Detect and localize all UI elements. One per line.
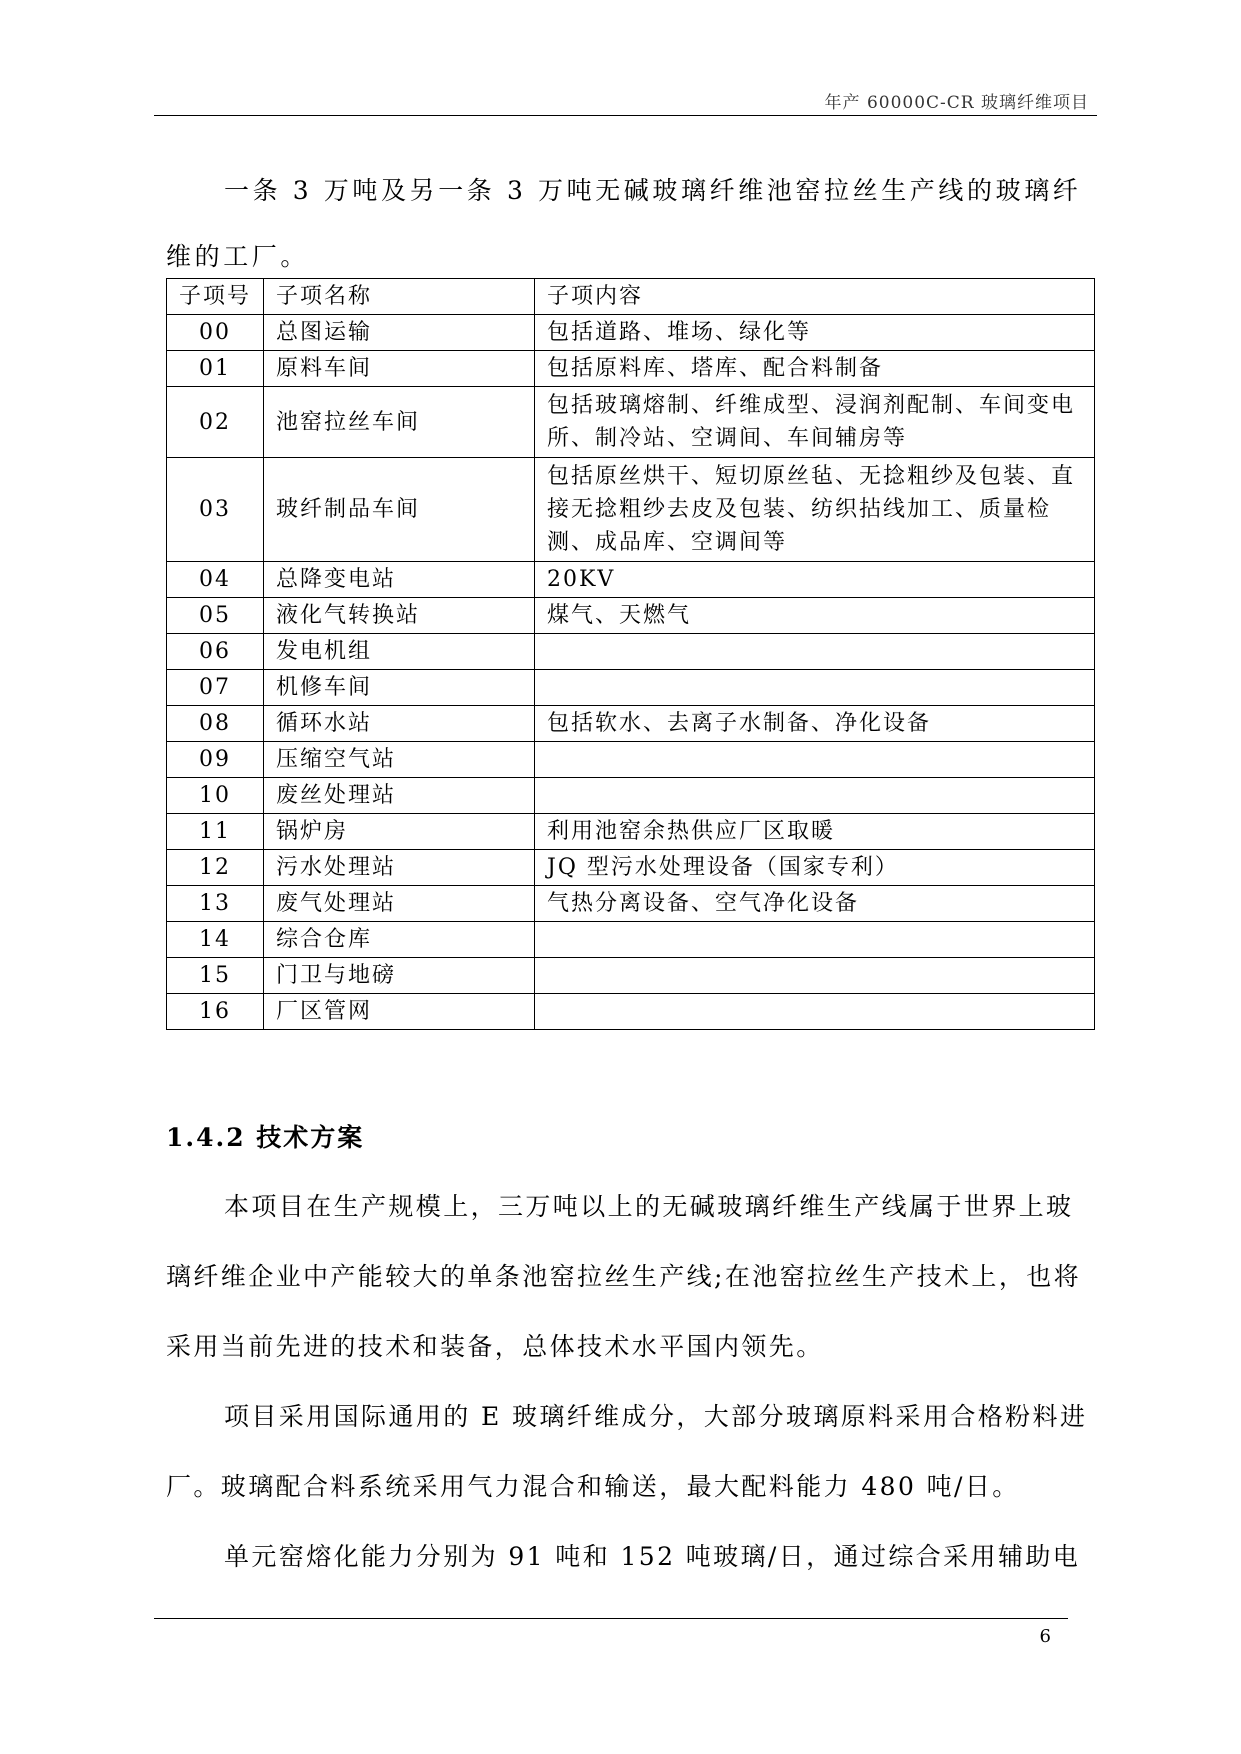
row-content: 气热分离设备、空气净化设备 xyxy=(535,886,1095,922)
row-no: 07 xyxy=(167,670,264,706)
row-name: 玻纤制品车间 xyxy=(264,458,535,562)
row-name: 废丝处理站 xyxy=(264,778,535,814)
table-row xyxy=(167,458,1095,562)
row-name: 池窑拉丝车间 xyxy=(264,387,535,458)
row-name: 污水处理站 xyxy=(264,850,535,886)
row-no: 09 xyxy=(167,742,264,778)
body-paragraph: 项目采用国际通用的 E 玻璃纤维成分，大部分玻璃原料采用合格粉料进厂。玻璃配合料系统采用气力混合和输送，最大配料能力 480 吨/日。 xyxy=(166,1402,1088,1501)
row-name: 厂区管网 xyxy=(264,994,535,1030)
row-content: 煤气、天燃气 xyxy=(535,598,1095,634)
table-row xyxy=(167,886,1095,922)
row-content: 包括道路、堆场、绿化等 xyxy=(535,315,1095,351)
table-row xyxy=(167,634,1095,670)
table-row xyxy=(167,315,1095,351)
table-row xyxy=(167,598,1095,634)
footer-divider xyxy=(154,1618,1068,1619)
row-name: 发电机组 xyxy=(264,634,535,670)
table-row xyxy=(167,850,1095,886)
row-name: 循环水站 xyxy=(264,706,535,742)
running-header: 年产 60000C-CR 玻璃纤维项目 xyxy=(824,93,1089,113)
table-row xyxy=(167,994,1095,1030)
header-cell-name: 子项名称 xyxy=(264,279,535,315)
table-row xyxy=(167,670,1095,706)
row-no: 08 xyxy=(167,706,264,742)
row-name: 原料车间 xyxy=(264,351,535,387)
row-name: 锅炉房 xyxy=(264,814,535,850)
table-row xyxy=(167,742,1095,778)
row-no: 12 xyxy=(167,850,264,886)
table-row xyxy=(167,814,1095,850)
table-header-row xyxy=(167,279,1095,315)
table-row xyxy=(167,562,1095,598)
row-name: 机修车间 xyxy=(264,670,535,706)
row-content: JQ 型污水处理设备（国家专利） xyxy=(535,850,1095,886)
table-row xyxy=(167,706,1095,742)
row-no: 10 xyxy=(167,778,264,814)
header-cell-no: 子项号 xyxy=(167,279,264,315)
table-row xyxy=(167,387,1095,458)
row-content xyxy=(535,994,1095,1030)
table-row xyxy=(167,778,1095,814)
intro-paragraph: 一条 3 万吨及另一条 3 万吨无碱玻璃纤维池窑拉丝生产线的玻璃纤维的工厂。 xyxy=(166,176,1082,271)
page-number: 6 xyxy=(1039,1626,1051,1647)
row-no: 14 xyxy=(167,922,264,958)
row-no: 03 xyxy=(167,458,264,562)
row-content: 包括软水、去离子水制备、净化设备 xyxy=(535,706,1095,742)
sub-item-table xyxy=(166,278,1095,1030)
row-no: 00 xyxy=(167,315,264,351)
row-content xyxy=(535,634,1095,670)
body-paragraph: 单元窑熔化能力分别为 91 吨和 152 吨玻璃/日，通过综合采用辅助电 xyxy=(224,1542,1081,1571)
row-name: 废气处理站 xyxy=(264,886,535,922)
row-no: 04 xyxy=(167,562,264,598)
row-name: 液化气转换站 xyxy=(264,598,535,634)
row-name: 总降变电站 xyxy=(264,562,535,598)
row-no: 01 xyxy=(167,351,264,387)
header-cell-content: 子项内容 xyxy=(535,279,1095,315)
row-content: 20KV xyxy=(535,562,1095,598)
row-no: 11 xyxy=(167,814,264,850)
row-content: 包括原料库、塔库、配合料制备 xyxy=(535,351,1095,387)
row-content xyxy=(535,742,1095,778)
row-name: 综合仓库 xyxy=(264,922,535,958)
row-no: 15 xyxy=(167,958,264,994)
row-content xyxy=(535,778,1095,814)
row-name: 压缩空气站 xyxy=(264,742,535,778)
row-no: 02 xyxy=(167,387,264,458)
row-content: 包括玻璃熔制、纤维成型、浸润剂配制、车间变电所、制冷站、空调间、车间辅房等 xyxy=(535,387,1095,458)
row-content xyxy=(535,958,1095,994)
row-name: 门卫与地磅 xyxy=(264,958,535,994)
row-name: 总图运输 xyxy=(264,315,535,351)
row-no: 05 xyxy=(167,598,264,634)
row-content: 包括原丝烘干、短切原丝毡、无捻粗纱及包装、直接无捻粗纱去皮及包装、纺织拈线加工、质量检测、成品库、空调间等 xyxy=(535,458,1095,562)
row-content: 利用池窑余热供应厂区取暖 xyxy=(535,814,1095,850)
table-row xyxy=(167,922,1095,958)
table-row xyxy=(167,958,1095,994)
row-no: 13 xyxy=(167,886,264,922)
row-content xyxy=(535,922,1095,958)
table-row xyxy=(167,351,1095,387)
row-no: 16 xyxy=(167,994,264,1030)
row-no: 06 xyxy=(167,634,264,670)
section-heading: 1.4.2 技术方案 xyxy=(166,1123,365,1152)
row-content xyxy=(535,670,1095,706)
body-paragraph: 本项目在生产规模上，三万吨以上的无碱玻璃纤维生产线属于世界上玻璃纤维企业中产能较大的单条池窑拉丝生产线;在池窑拉丝生产技术上，也将采用当前先进的技术和装备，总体技术水平国内领先。 xyxy=(166,1192,1082,1361)
header-divider xyxy=(154,115,1097,116)
